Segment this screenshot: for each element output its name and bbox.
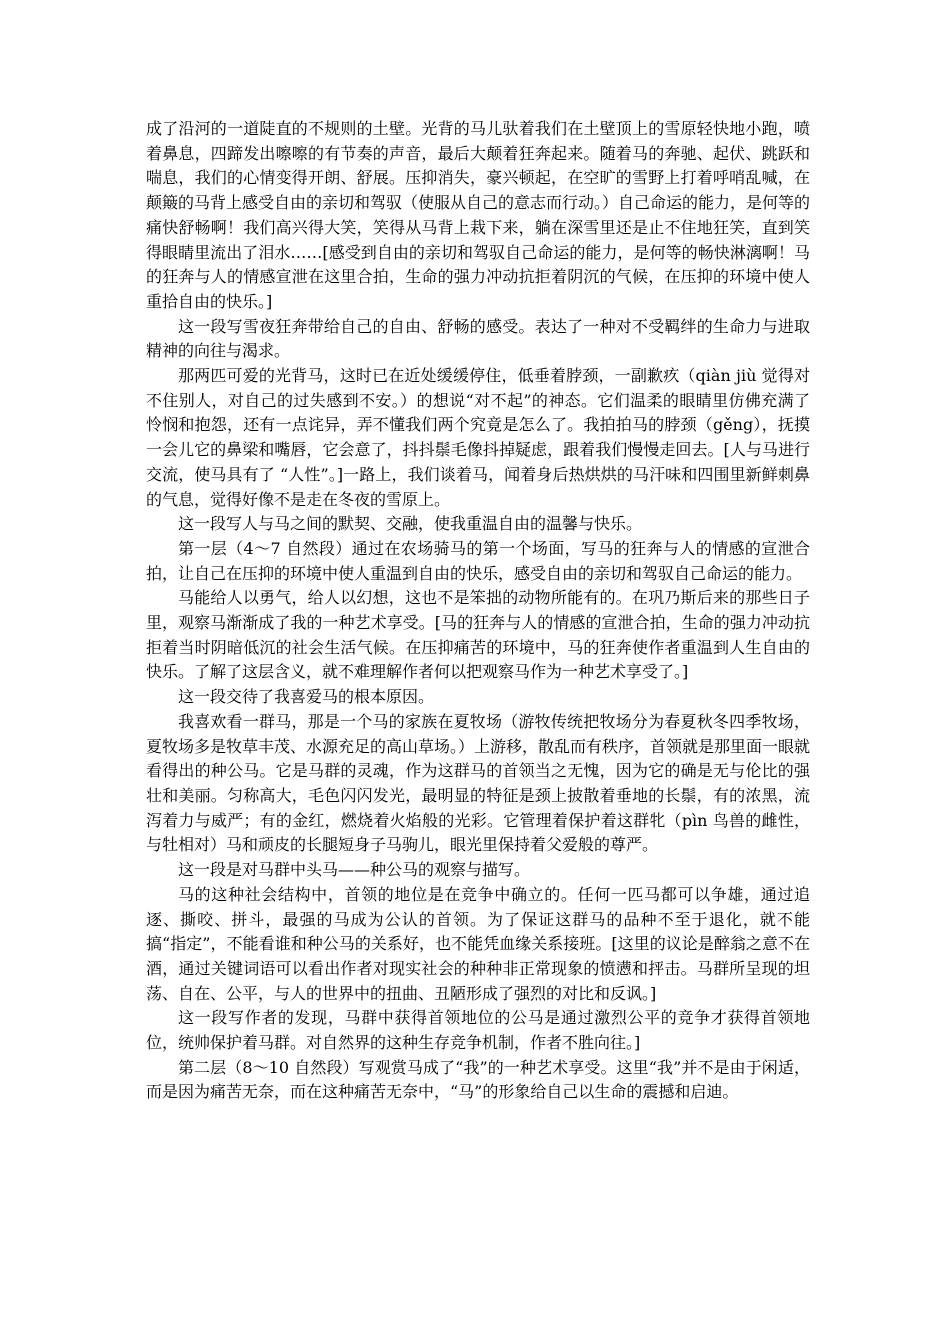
- paragraph: 那两匹可爱的光背马，这时已在近处缓缓停住，低垂着脖颈，一副歉疚（qiàn jiù 觉得对不住别人，对自己的过失感到不安。）的想说“对不起”的神态。它们温柔的眼睛里仿佛充满了怜悯和抱怨，还有一点诧异，弄不懂我们两个究竟是怎么了。我拍拍马的脖颈（gěng），抚摸一会儿它的鼻梁和嘴唇，它会意了，抖抖鬃毛像抖掉疑虑，跟着我们慢慢走回去。[人与马进行交流，使马具有了 “人性”。]一路上，我们谈着马，闻着身后热烘烘的马汗味和四围里新鲜刺鼻的气息，觉得好像不是走在冬夜的雪原上。: [146, 366, 810, 509]
- paragraph: 这一段是对马群中头马——种公马的观察与描写。: [178, 860, 531, 880]
- paragraph: 我喜欢看一群马，那是一个马的家族在夏牧场（游牧传统把牧场分为春夏秋冬四季牧场，夏牧场多是牧草丰茂、水源充足的高山草场。）上游移，散乱而有秩序，首领就是那里面一眼就看得出的种公马。它是马群的灵魂，作为这群马的首领当之无愧，因为它的确是无与伦比的强壮和美丽。匀称高大，毛色闪闪发光，最明显的特征是颈上披散着垂地的长鬃，有的浓黑，流泻着力与威严；有的金红，燃烧着火焰般的光彩。它管理着保护着这群牝（pìn 鸟兽的雌性，与牡相对）马和顽皮的长腿短身子马驹儿，眼光里保持着父爱般的尊严。: [146, 711, 811, 855]
- paragraph: 这一段写雪夜狂奔带给自己的自由、舒畅的感受。表达了一种对不受羁绊的生命力与进取精神的向往与渴求。: [146, 316, 810, 361]
- paragraph: 马能给人以勇气，给人以幻想，这也不是笨拙的动物所能有的。在巩乃斯后来的那些日子里，观察马渐渐成了我的一种艺术享受。[马的狂奔与人的情感的宣泄合拍，生命的强力冲动抗拒着当时阴暗低沉的社会生活气候。在压抑痛苦的环境中，马的狂奔使作者重温到人生自由的快乐。了解了这层含义，就不难理解作者何以把观察马作为一种艺术享受了。]: [146, 588, 810, 682]
- paragraph: 这一段写作者的发现，马群中获得首领地位的公马是通过激烈公平的竞争才获得首领地位，统帅保护着马群。对自然界的这种生存竞争机制，作者不胜向往。]: [146, 1008, 810, 1053]
- paragraph: 这一段写人与马之间的默契、交融，使我重温自由的温馨与快乐。: [178, 514, 643, 534]
- paragraph: 马的这种社会结构中，首领的地位是在竞争中确立的。任何一匹马都可以争雄，通过追逐、撕咬、拼斗，最强的马成为公认的首领。为了保证这群马的品种不至于退化，就不能搞“指定”，不能看谁和种公马的关系好，也不能凭血缘关系接班。[这里的议论是醉翁之意不在酒，通过关键词语可以看出作者对现实社会的种种非正常现象的愤懑和抨击。马群所呈现的坦荡、自在、公平，与人的世界中的扭曲、丑陋形成了强烈的对比和反讽。]: [146, 884, 810, 1003]
- paragraph: 这一段交待了我喜爱马的根本原因。: [178, 687, 435, 707]
- document-body: [146, 117, 810, 1105]
- paragraph: 成了沿河的一道陡直的不规则的土壁。光背的马儿驮着我们在土壁顶上的雪原轻快地小跑，喷着鼻息，四蹄发出嚓嚓的有节奏的声音，最后大颠着狂奔起来。随着马的奔驰、起伏、跳跃和喘息，我们的心情变得开朗、舒展。压抑消失，豪兴顿起，在空旷的雪野上打着呼哨乱喊，在颠簸的马背上感受自由的亲切和驾驭（使服从自己的意志而行动。）自己命运的能力，是何等的痛快舒畅啊！我们高兴得大笑，笑得从马背上栽下来，躺在深雪里还是止不住地狂笑，直到笑得眼睛里流出了泪水……[感受到自由的亲切和驾驭自己命运的能力，是何等的畅快淋漓啊！马的狂奔与人的情感宣泄在这里合拍，生命的强力冲动抗拒着阴沉的气候，在压抑的环境中使人重拾自由的快乐。]: [146, 119, 811, 311]
- paragraph: 第二层（8～10 自然段）写观赏马成了“我”的一种艺术享受。这里“我”并不是由于闲适，而是因为痛苦无奈，而在这种痛苦无奈中，“马”的形象给自己以生命的震撼和启迪。: [146, 1057, 810, 1102]
- paragraph: 第一层（4～7 自然段）通过在农场骑马的第一个场面，写马的狂奔与人的情感的宣泄合拍，让自己在压抑的环境中使人重温到自由的快乐，感受自由的亲切和驾驭自己命运的能力。: [146, 538, 810, 583]
